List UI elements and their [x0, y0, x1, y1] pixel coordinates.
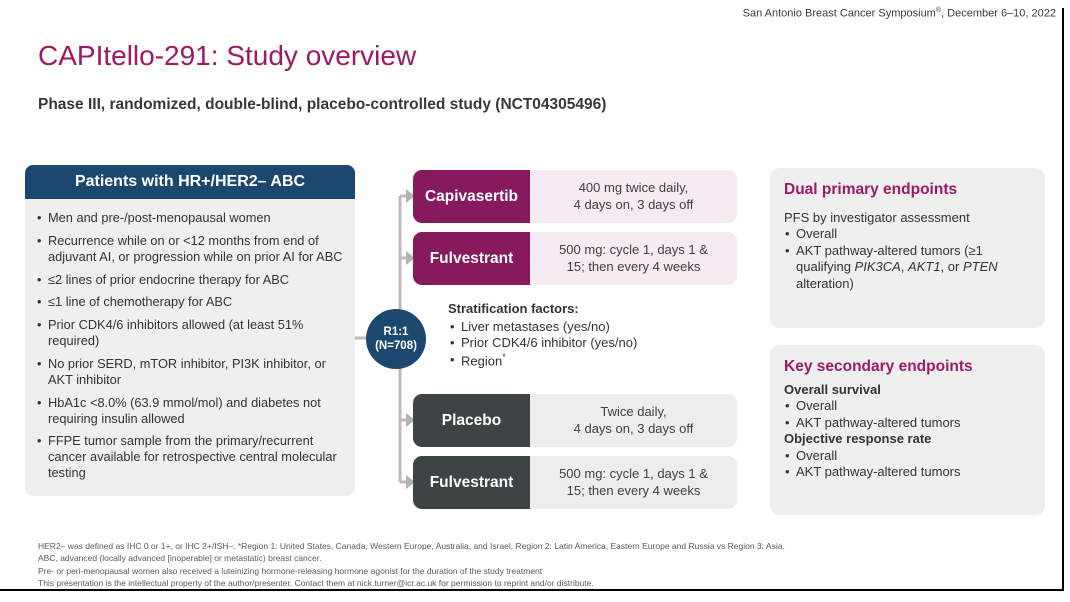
eligibility-item: • ≤2 lines of prior endocrine therapy for ABC: [35, 272, 347, 288]
endpoint-item: [784, 243, 1033, 293]
drug-label: Placebo: [413, 394, 530, 447]
endpoint-text: alteration): [796, 275, 854, 291]
dose-line: 400 mg twice daily,: [578, 179, 689, 195]
dose-line: 4 days on, 3 days off: [573, 196, 694, 212]
primary-endpoints-intro: PFS by investigator assessment: [784, 209, 970, 225]
dose-line: Twice daily,: [600, 403, 667, 419]
page-title: CAPItello-291: Study overview: [38, 40, 417, 71]
secondary-group-title: Overall survival: [784, 381, 881, 397]
gene-pten: PTEN: [962, 259, 998, 275]
eligibility-item: • FFPE tumor sample from the primary/recurrent cancer available for retrospective central molecular testing: [35, 433, 347, 481]
eligibility-list: [25, 199, 355, 496]
footnotes: [38, 540, 1038, 590]
secondary-endpoints-list: [784, 448, 1033, 481]
symposium-credit: [743, 7, 1056, 20]
endpoint-item: • Overall: [784, 448, 1033, 465]
secondary-group-title: Objective response rate: [784, 431, 932, 447]
symposium-name: San Antonio Breast Cancer Symposium: [742, 7, 936, 20]
dose-line: 15; then every 4 weeks: [566, 258, 701, 274]
stratification-item: • Prior CDK4/6 inhibitor (yes/no): [448, 335, 748, 352]
region-footnote-marker: *: [502, 351, 506, 362]
eligibility-item: • Recurrence while on or <12 months from end of adjuvant AI, or progression while on prior AI for ABC: [35, 233, 347, 265]
drug-label: Fulvestrant: [413, 232, 530, 285]
dose-box: [530, 232, 737, 285]
endpoint-text: AKT pathway-altered tumors: [796, 242, 961, 258]
primary-endpoints-panel: [770, 168, 1045, 328]
secondary-endpoints-list: [784, 398, 1033, 431]
gene-akt1: AKT1: [908, 259, 941, 275]
dose-line: 15; then every 4 weeks: [566, 482, 701, 498]
drug-label: Fulvestrant: [413, 456, 530, 509]
randomization-ratio: R1:1: [383, 325, 409, 338]
stratification-heading: Stratification factors:: [448, 301, 579, 316]
eligibility-panel: [25, 165, 355, 496]
footnote-line: Pre- or peri-menopausal women also received a luteinizing hormone-releasing hormone agonist for the duration of the study treatment: [38, 565, 543, 576]
slide-border-bottom: [0, 589, 1064, 591]
arm-row-fulvestrant-bottom: [413, 456, 737, 509]
arm-row-fulvestrant-top: [413, 232, 737, 285]
arm-row-placebo: [413, 394, 737, 447]
gene-pik3ca: PIK3CA: [854, 259, 901, 275]
registered-mark: ®: [935, 7, 942, 14]
primary-endpoints-list: [784, 226, 1033, 292]
primary-endpoints-heading: Dual primary endpoints: [784, 181, 958, 198]
stratification-item: [448, 352, 748, 370]
dose-box: [530, 170, 737, 223]
footnote-line: HER2– was defined as IHC 0 or 1+, or IHC 2+/ISH–. *Region 1: United States, Canada, Western Europe, Australia, and Israel, Region 2: Latin America, Eastern Europe and Russia vs Region 3: Asia.: [38, 541, 785, 551]
footnote-line: ABC, advanced (locally advanced [inoperable] or metastatic) breast cancer.: [38, 553, 322, 564]
dose-box: [530, 394, 737, 447]
eligibility-panel-header: Patients with HR+/HER2– ABC: [25, 165, 355, 199]
stratification-block: [448, 301, 748, 369]
stratification-list: [448, 319, 748, 370]
study-subtitle: Phase III, randomized, double-blind, placebo-controlled study (NCT04305496): [38, 96, 607, 113]
dose-line: 500 mg: cycle 1, days 1 &: [559, 241, 708, 257]
dose-line: 4 days on, 3 days off: [573, 420, 694, 436]
slide-border-right: [1062, 8, 1064, 591]
endpoint-text: , or: [940, 259, 963, 275]
endpoint-item: • AKT pathway-altered tumors: [784, 464, 1033, 481]
dose-box: [530, 456, 737, 509]
endpoint-text: (≥1 qualifying: [796, 242, 983, 275]
endpoint-item: • Overall: [784, 226, 1033, 243]
secondary-endpoints-panel: [770, 345, 1045, 515]
endpoint-item: • Overall: [784, 398, 1033, 415]
randomization-n: (N=708): [375, 340, 417, 352]
eligibility-item: • No prior SERD, mTOR inhibitor, PI3K inhibitor, or AKT inhibitor: [35, 356, 347, 388]
eligibility-item: • ≤1 line of chemotherapy for ABC: [35, 294, 347, 310]
endpoint-item: • AKT pathway-altered tumors: [784, 415, 1033, 432]
secondary-endpoints-heading: Key secondary endpoints: [784, 358, 973, 375]
eligibility-item: • Men and pre-/post-menopausal women: [35, 210, 347, 226]
stratification-item: • Liver metastases (yes/no): [448, 319, 748, 336]
eligibility-item: • HbA1c <8.0% (63.9 mmol/mol) and diabetes not requiring insulin allowed: [35, 395, 347, 427]
arm-row-capivasertib: [413, 170, 737, 223]
randomization-badge: [366, 309, 426, 369]
eligibility-item: • Prior CDK4/6 inhibitors allowed (at least 51% required): [35, 317, 347, 349]
dose-line: 500 mg: cycle 1, days 1 &: [559, 465, 708, 481]
drug-label: Capivasertib: [413, 170, 530, 223]
endpoint-text: ,: [900, 259, 909, 275]
symposium-date: , December 6–10, 2022: [941, 7, 1056, 20]
footnote-line: This presentation is the intellectual property of the author/presenter. Contact them at nick.turner@icr.ac.uk for permission to reprint and/or distribute.: [38, 578, 594, 589]
region-label: Region: [461, 352, 503, 368]
